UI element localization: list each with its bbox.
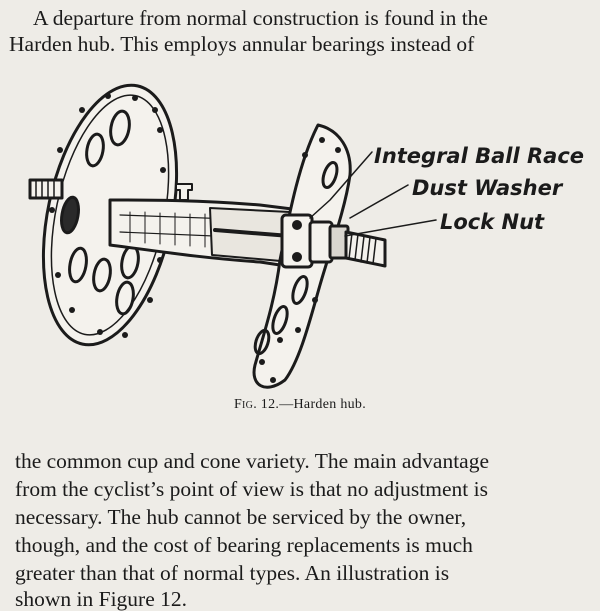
body-line-2: from the cyclist’s point of view is that no adjustment is <box>15 477 488 501</box>
body-line-6: shown in Figure 12. <box>15 587 187 611</box>
label-lock-nut: Lock Nut <box>440 210 545 234</box>
label-dust-washer: Dust Washer <box>412 176 563 200</box>
body-line-4: though, and the cost of bearing replacements is much <box>15 533 473 557</box>
body-line-3: necessary. The hub cannot be serviced by the owner, <box>15 505 467 529</box>
body-line-1: the common cup and cone variety. The main advantage <box>15 449 490 473</box>
caption-prefix: Fig. 12. <box>233 397 280 412</box>
figure-caption <box>0 397 600 413</box>
caption-text: —Harden hub. <box>279 397 367 412</box>
harden-hub-illustration <box>0 80 600 400</box>
paragraph-line-2: Harden hub. This employs annular bearings instead of <box>9 32 475 56</box>
paragraph-line-1: A departure from normal construction is found in the <box>33 6 488 30</box>
body-line-5: greater than that of normal types. An illustration is <box>15 561 450 585</box>
label-integral-ball-race: Integral Ball Race <box>374 144 585 168</box>
